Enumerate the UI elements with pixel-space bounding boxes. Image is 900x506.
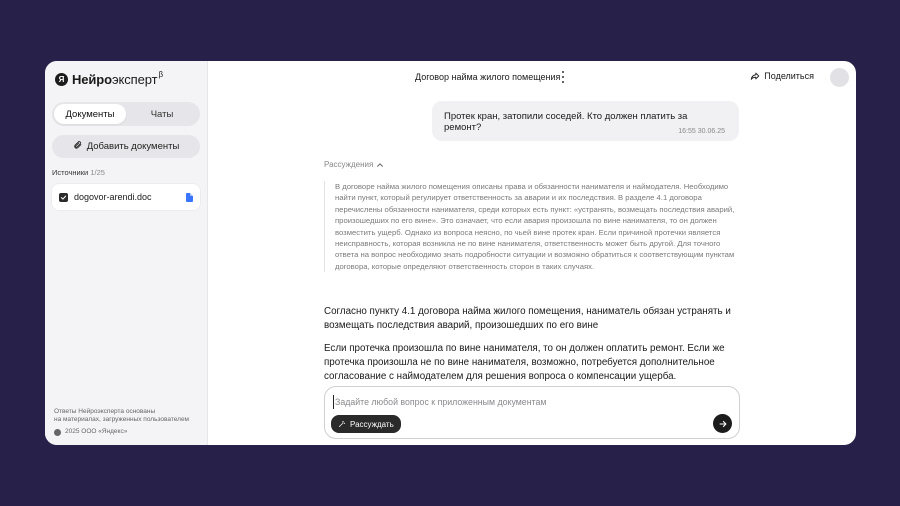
arrow-right-icon: [718, 419, 728, 429]
message-composer: [324, 386, 740, 439]
tab-documents[interactable]: Документы: [54, 104, 126, 124]
share-arrow-icon: [750, 71, 760, 81]
sources-count: 1/25: [90, 168, 105, 177]
question-input[interactable]: [333, 395, 713, 409]
reasoning-text: В договоре найма жилого помещения описаны права и обязанности нанимателя и наймодателя. Необходимо найти пункт, который регулирует ответственность за аварии и их последствия. В разделе 4.1 договора перечислены обязанности нанимателя, среди которых есть пункт: «устранять, возмещать последствия аварий, произошедших по его вине». Это означает, что если авария произошла по вине нанимателя, то он должен возместить ущерб. Однако из вопроса неясно, по чьей вине протек кран. Если причиной протечки является неисправность, которая возникла не по вине нанимателя, ответственность может быть другой. Для точного ответа на вопрос необходимо знать подробности ситуации и возможно обратиться к соответствующим пунктам договора, которые определяют ответственность сторон в таких случаях.: [324, 181, 740, 272]
more-options-icon[interactable]: [561, 71, 565, 83]
file-checkbox[interactable]: [59, 193, 68, 202]
assistant-answer: [324, 305, 744, 384]
chat-main: [208, 61, 856, 445]
top-bar: [208, 61, 856, 94]
user-message: [432, 101, 739, 141]
paperclip-icon: [73, 140, 82, 153]
user-avatar[interactable]: [830, 68, 849, 87]
logo[interactable]: [52, 63, 200, 95]
user-message-text: Протек кран, затопили соседей. Кто должен платить за ремонт?: [444, 111, 688, 133]
answer-paragraph: Согласно пункту 4.1 договора найма жилого помещения, наниматель обязан устранять и возмещать последствия аварий, произошедших по его вине: [324, 306, 731, 331]
footer-disclaimer-line1: Ответы Нейроэксперта основаны: [54, 407, 156, 415]
footer-disclaimer-line2: на материалах, загруженных пользователем: [54, 416, 190, 424]
file-name: dogovor-arendi.doc: [74, 192, 152, 202]
add-documents-button[interactable]: [52, 135, 200, 158]
share-button[interactable]: Поделиться: [750, 71, 814, 81]
footer-copyright: 2025 ООО «Яндекс»: [54, 428, 201, 437]
sidebar: [45, 61, 208, 445]
source-file-item[interactable]: [52, 184, 200, 210]
magic-wand-icon: [338, 420, 346, 428]
sidebar-footer: [54, 408, 201, 437]
document-icon: [186, 193, 193, 202]
sidebar-tabs: [52, 102, 200, 126]
send-button[interactable]: [713, 414, 732, 433]
reasoning-toggle[interactable]: Рассуждения: [324, 160, 384, 169]
chevron-up-icon: [376, 161, 384, 169]
reason-button[interactable]: Рассуждать: [331, 415, 401, 433]
document-title[interactable]: Договор найма жилого помещения: [415, 72, 561, 82]
copyright-icon: [54, 429, 61, 436]
logo-text: Нейроэксперт$^\beta$: [72, 69, 163, 87]
yandex-logo-icon: Я: [55, 73, 68, 86]
answer-paragraph: Если протечка произошла по вине нанимателя, то он должен оплатить ремонт. Если же протечка произошла не по вине нанимателя, возможно, потребуется дополнительное согласование с наймодателем для решения вопроса о компенсации ущерба.: [324, 343, 725, 382]
add-documents-label: Добавить документы: [86, 141, 180, 152]
app-window: [45, 61, 856, 445]
tab-chats[interactable]: Чаты: [150, 108, 174, 120]
message-timestamp: 16:55 30.06.25: [678, 128, 725, 135]
sources-heading: Источники 1/25: [52, 168, 105, 177]
